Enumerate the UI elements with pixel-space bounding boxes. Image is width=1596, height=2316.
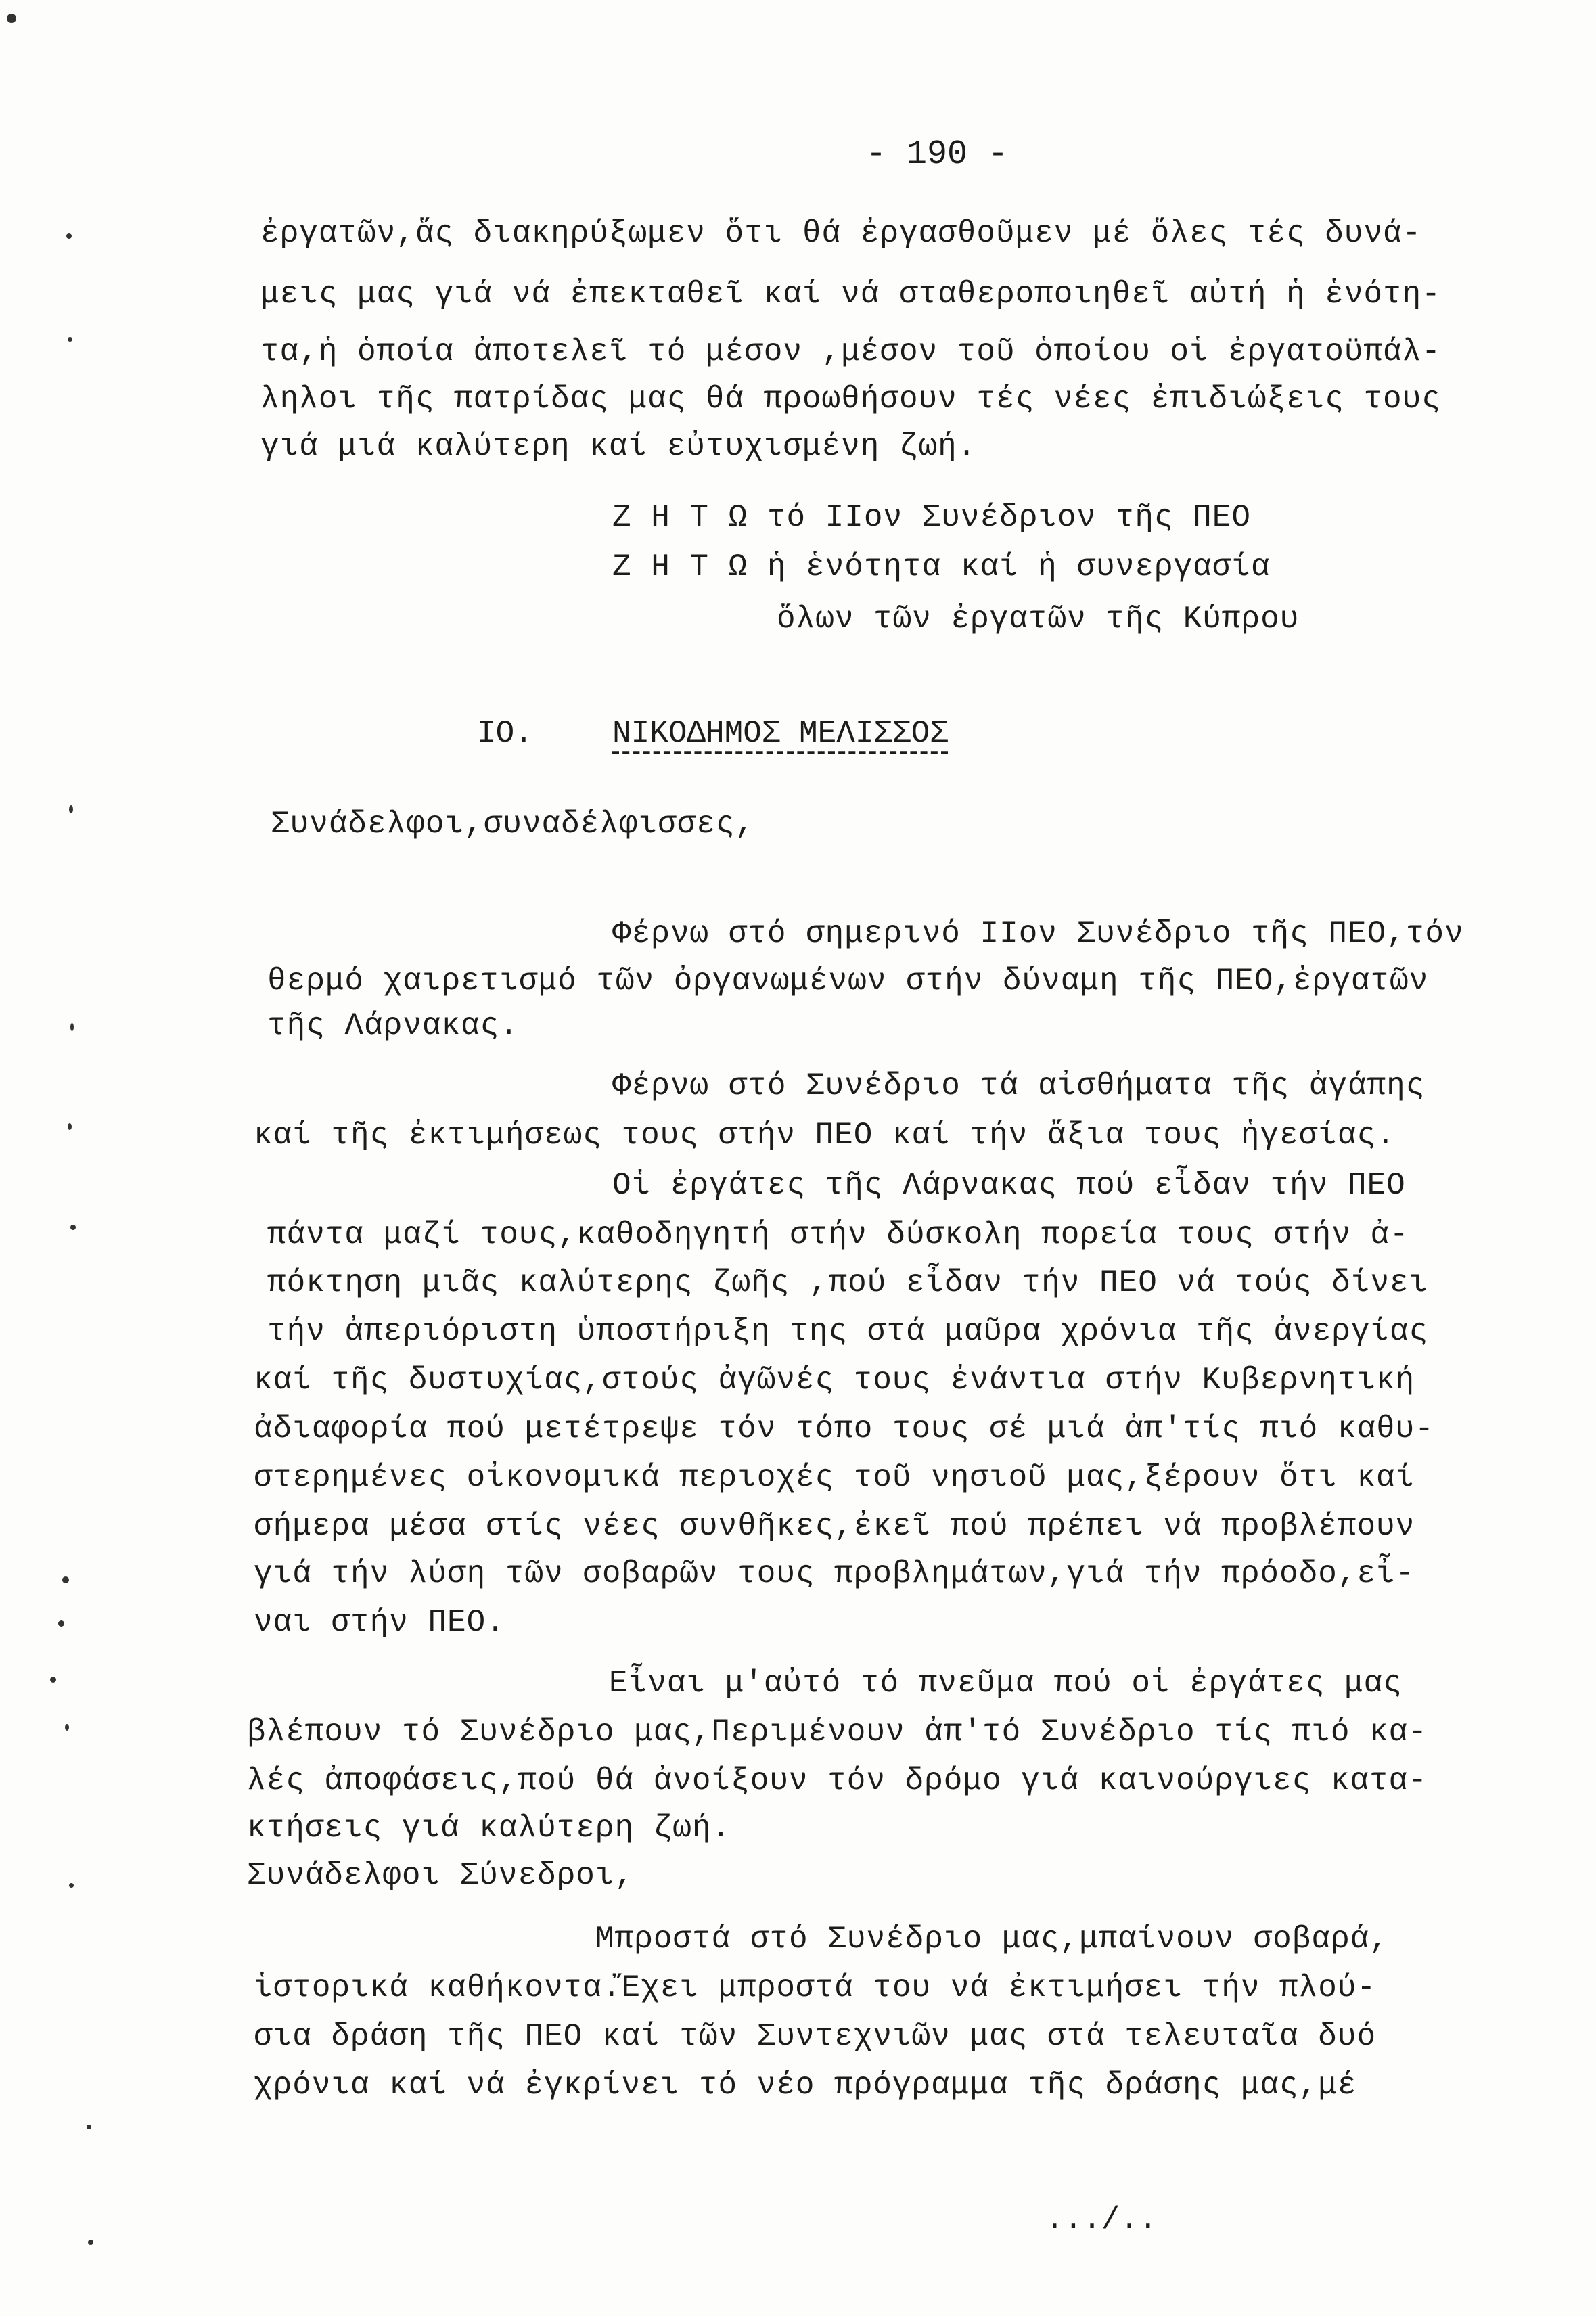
body-line-20: Συνάδελφοι Σύνεδροι, [247,1858,635,1893]
body-line-11: ἀδιαφορία πού μετέτρεψε τόν τόπο τους σέ μιά ἀπ'τίς πιό καθυ- [254,1411,1434,1447]
body-line-6: Οἱ ἐργάτες τῆς Λάρνακας πού εἶδαν τήν ΠΕΟ [612,1168,1406,1203]
slogan-line-3: ὅλων τῶν ἐργατῶν τῆς Κύπρου [777,601,1300,637]
body-line-18: λές ἀποφάσεις,πού θά ἀνοίξουν τόν δρόμο γιά καινούργιες κατα- [247,1763,1428,1798]
scan-speck [65,1724,69,1731]
body-line-13: σήμερα μέσα στίς νέες συνθῆκες,ἐκεῖ πού πρέπει νά προβλέπουν [254,1509,1415,1544]
body-line-19: κτήσεις γιά καλύτερη ζωή. [247,1811,731,1846]
intro-line-2: μεις μας γιά νά ἐπεκταθεῖ καί νά σταθεροποιηθεῖ αὐτή ἡ ἑνότη- [260,277,1441,312]
body-line-24: χρόνια καί νά ἐγκρίνει τό νέο πρόγραμμα τῆς δράσης μας,μέ [254,2068,1357,2103]
greeting: Συνάδελφοι,συναδέλφισσες, [271,807,755,842]
body-line-2: θερμό χαιρετισμό τῶν ὀργανωμένων στήν δύναμη τῆς ΠΕΟ,ἐργατῶν [267,963,1429,999]
body-line-22: ἱστορικά καθήκοντα.Ἔχει μπροστά του νά ἐκτιμήσει τήν πλού- [254,1970,1377,2005]
scan-speck [50,1677,56,1683]
scan-speck [68,1123,72,1130]
body-line-10: καί τῆς δυστυχίας,στούς ἀγῶνές τους ἐνάντια στήν Κυβερνητική [254,1363,1415,1398]
slogan-line-1: Ζ Η Τ Ω τό ΙΙον Συνέδριον τῆς ΠΕΟ [612,500,1251,535]
body-line-3: τῆς Λάρνακας. [267,1008,519,1043]
slogan-line-2: Ζ Η Τ Ω ἡ ἑνότητα καί ἡ συνεργασία [612,549,1271,585]
body-line-5: καί τῆς ἐκτιμήσεως τους στήν ΠΕΟ καί τήν ἄξια τους ἡγεσίας. [254,1118,1396,1153]
body-line-4: Φέρνω στό Συνέδριο τά αἰσθήματα τῆς ἀγάπης [612,1068,1426,1104]
scan-speck [62,1576,69,1583]
body-line-16: Εἶναι μ'αὐτό τό πνεῦμα πού οἱ ἐργάτες μας [609,1666,1403,1701]
scan-speck [69,1883,74,1888]
intro-line-3: τα,ἡ ὁποία ἀποτελεῖ τό μέσον ,μέσον τοῦ ὁποίου οἱ ἐργατοϋπάλ- [260,334,1441,369]
continuation-mark: .../.. [1045,2202,1158,2238]
body-line-17: βλέπουν τό Συνέδριο μας,Περιμένουν ἀπ'τό Συνέδριο τίς πιό κα- [247,1715,1428,1750]
body-line-12: στερημένες οἰκονομικά περιοχές τοῦ νησιοῦ μας,ξέρουν ὅτι καί [254,1460,1415,1495]
scan-speck [7,14,16,23]
body-line-9: τήν ἀπεριόριστη ὑποστήριξη της στά μαῦρα χρόνια τῆς ἀνεργίας [267,1314,1429,1349]
intro-line-4: ληλοι τῆς πατρίδας μας θά προωθήσουν τές νέες ἐπιδιώξεις τους [260,382,1441,417]
scan-speck [58,1620,64,1627]
body-line-15: ναι στήν ΠΕΟ. [254,1605,505,1640]
body-line-7: πάντα μαζί τους,καθοδηγητή στήν δύσκολη πορεία τους στήν ἀ- [267,1217,1409,1252]
body-line-14: γιά τήν λύση τῶν σοβαρῶν τους προβλημάτων,γιά τήν πρόοδο,εἶ- [254,1556,1415,1591]
scan-speck [66,233,72,239]
scan-speck [68,337,72,342]
body-line-1: Φέρνω στό σημερινό ΙΙον Συνέδριο τῆς ΠΕΟ,τόν [612,916,1464,951]
body-line-8: πόκτηση μιᾶς καλύτερης ζωῆς ,πού εἶδαν τήν ΠΕΟ νά τούς δίνει [267,1265,1429,1300]
scan-speck [87,2125,91,2129]
scan-speck [70,1023,74,1031]
section-number: ΙΟ. [477,716,533,751]
body-line-21: Μπροστά στό Συνέδριο μας,μπαίνουν σοβαρά, [595,1922,1389,1957]
section-speaker: ΝΙΚΟΔΗΜΟΣ ΜΕΛΙΣΣΟΣ [612,716,949,751]
body-line-23: σια δράση τῆς ΠΕΟ καί τῶν Συντεχνιῶν μας στά τελευταῖα δυό [254,2019,1377,2054]
intro-line-1: ἐργατῶν,ἅς διακηρύξωμεν ὅτι θά ἐργασθοῦμεν μέ ὅλες τές δυνά- [260,216,1422,251]
intro-line-5: γιά μιά καλύτερη καί εὐτυχισμένη ζωή. [260,429,977,464]
page-number: - 190 - [866,135,1009,174]
scan-speck [70,1225,76,1230]
scan-speck [69,805,73,813]
scan-speck [88,2240,93,2245]
